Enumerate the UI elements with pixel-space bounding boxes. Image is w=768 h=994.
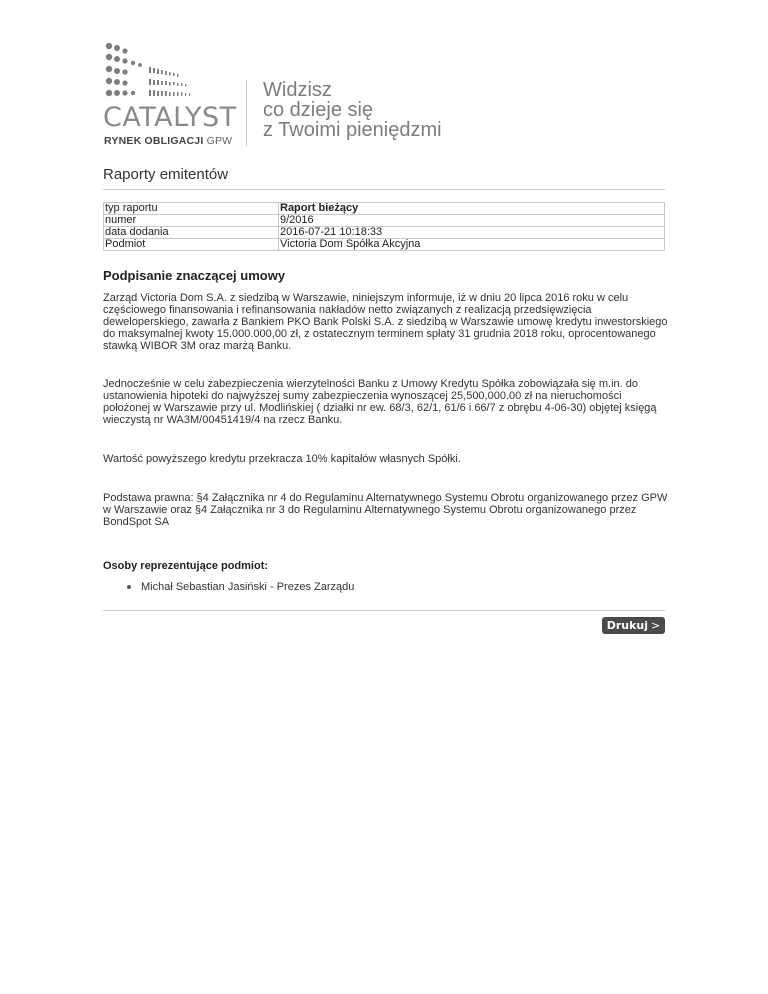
info-label: numer <box>104 215 279 227</box>
info-value: Raport bieżący <box>279 203 665 215</box>
info-label: typ raportu <box>104 203 279 215</box>
section-title: Raporty emitentów <box>103 166 229 183</box>
report-paragraph: Zarząd Victoria Dom S.A. z siedzibą w Warszawie, niniejszym informuje, iż w dniu 20 lipca 2016 roku w celu częściowego finansowania i refinansowania nakładów netto związanych z realizacją przedsięwzięcia deweloperskiego, zawarła z Bankiem PKO Bank Polski S.A. z siedzibą w Warszawie umowę kredytu inwestorskiego do maksymalnej kwoty 15.000.000,00 zł, z ostatecznym terminem spłaty 31 grudnia 2018 roku, oprocentowanego stawką WIBOR 3M oraz marżą Banku. <box>103 292 668 352</box>
print-button[interactable] <box>602 617 665 634</box>
catalyst-logo-dots <box>103 40 203 102</box>
header <box>103 40 665 150</box>
representative-name: Michał Sebastian Jasiński - Prezes Zarządu <box>141 581 355 593</box>
header-divider <box>246 80 247 146</box>
report-info-table <box>103 202 665 251</box>
info-value: 9/2016 <box>279 215 665 227</box>
info-value: 2016-07-21 10:18:33 <box>279 227 665 239</box>
tagline-line: Widzisz <box>263 79 332 101</box>
table-row <box>104 239 665 251</box>
chevron-right-icon: > <box>651 619 661 632</box>
info-label: data dodania <box>104 227 279 239</box>
catalyst-subtitle-gpw: GPW <box>206 135 233 147</box>
tagline <box>263 80 442 140</box>
report-title: Podpisanie znaczącej umowy <box>103 268 286 283</box>
representatives-title: Osoby reprezentujące podmiot: <box>103 560 269 572</box>
report-paragraph: Podstawa prawna: §4 Załącznika nr 4 do Regulaminu Alternatywnego Systemu Obrotu organizowanego przez GPW w Warszawie oraz §4 Załącznika nr 3 do Regulaminu Alternatywnego Systemu Obrotu organizowanego przez BondSpot SA <box>103 492 668 528</box>
list-item <box>127 581 354 593</box>
catalyst-subtitle-main: RYNEK OBLIGACJI <box>104 135 204 147</box>
print-button-label: Drukuj <box>606 619 649 632</box>
report-paragraph: Jednocześnie w celu zabezpieczenia wierzytelności Banku z Umowy Kredytu Spółka zobowiązała się m.in. do ustanowienia hipoteki do najwyższej sumy zabezpieczenia wynoszącej 25,500,000.00 zł na nieruchomości położonej w Warszawie przy ul. Modlińskiej ( działki nr ew. 68/3, 62/1, 61/6 i 66/7 z obrębu 4-06-30) objętej księgą wieczystą nr WA3M/00451419/4 na rzecz Banku. <box>103 378 657 426</box>
info-value: Victoria Dom Spółka Akcyjna <box>279 239 665 251</box>
catalyst-subtitle <box>104 135 232 147</box>
bullet-icon <box>127 585 131 589</box>
catalyst-wordmark: CATALYST <box>103 102 237 133</box>
tagline-line: co dzieje się <box>263 99 374 121</box>
table-row <box>104 227 665 239</box>
table-row <box>104 215 665 227</box>
tagline-line: z Twoimi pieniędzmi <box>263 119 442 141</box>
report-paragraph: Wartość powyższego kredytu przekracza 10% kapitałów własnych Spółki. <box>103 453 461 465</box>
info-label: Podmiot <box>104 239 279 251</box>
footer-divider <box>103 610 665 611</box>
representatives-list <box>127 581 354 593</box>
table-row <box>104 203 665 215</box>
section-divider <box>103 189 665 190</box>
